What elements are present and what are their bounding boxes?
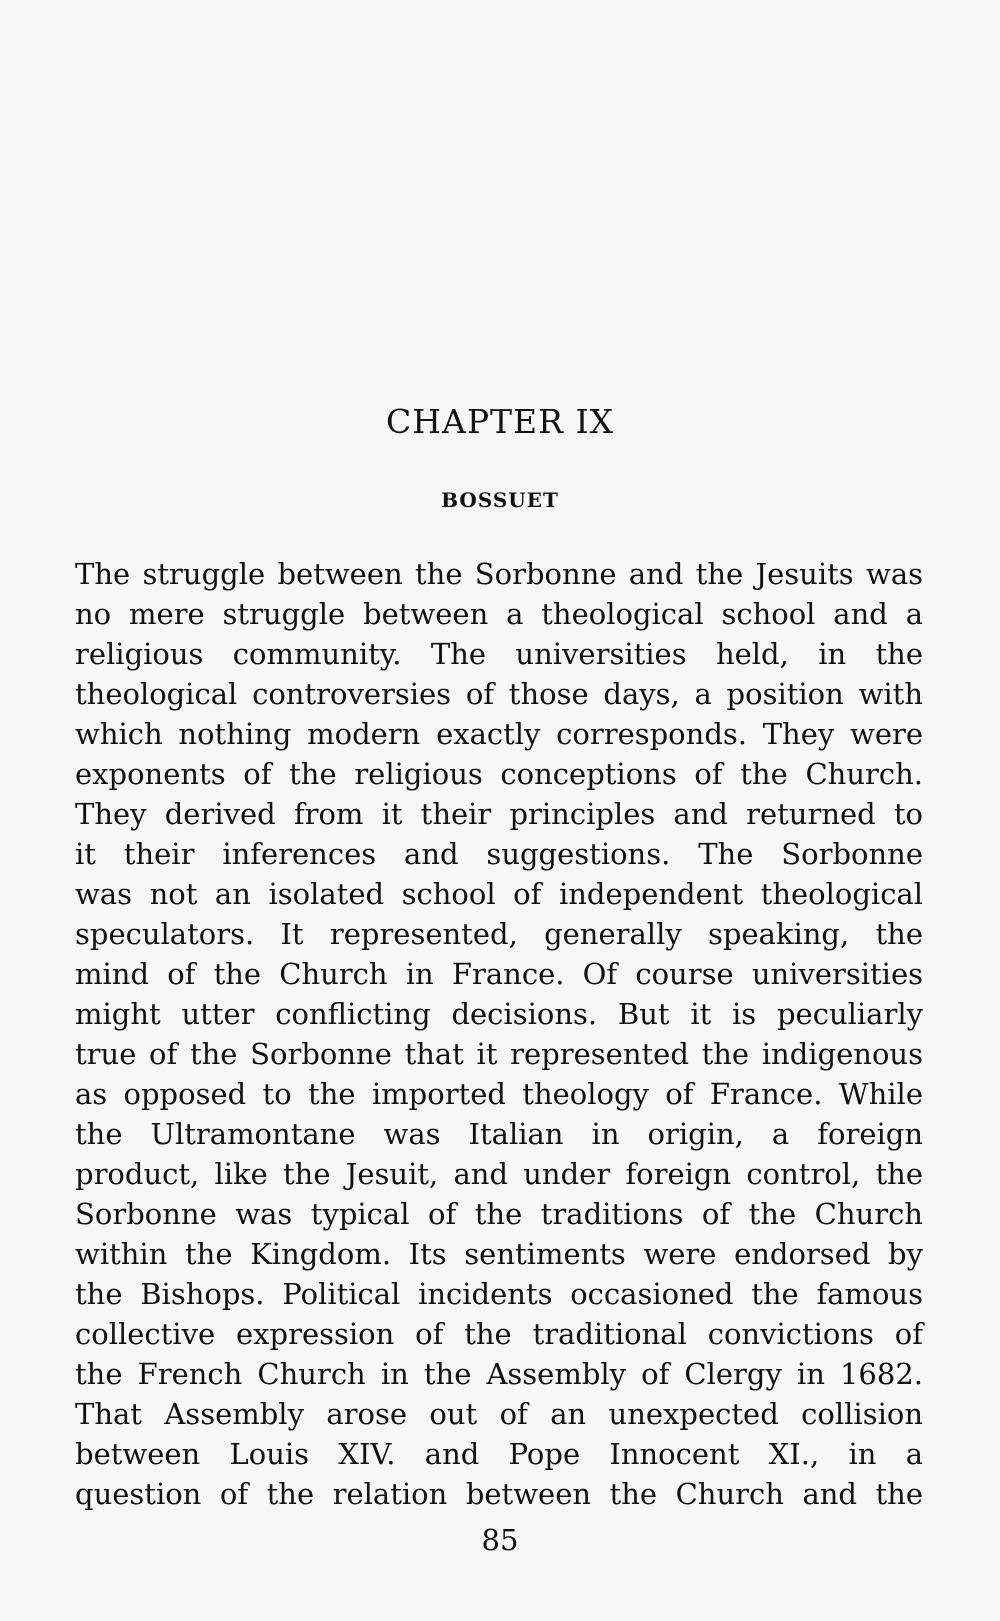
chapter-title: CHAPTER IX: [385, 402, 615, 441]
text-line: exponents of the religious conceptions of the Church.: [75, 757, 923, 791]
text-line: speculators. It represented, generally speaking, the: [75, 917, 923, 951]
text-line: no mere struggle between a theological school and a: [75, 597, 923, 631]
text-line: Sorbonne was typical of the traditions of the Church: [75, 1197, 923, 1231]
text-line: That Assembly arose out of an unexpected collision: [75, 1397, 923, 1431]
text-line: between Louis XIV. and Pope Innocent XI., in a: [75, 1437, 923, 1471]
text-line: theological controversies of those days, a position with: [75, 677, 923, 711]
text-line: They derived from it their principles and returned to: [75, 797, 923, 831]
body-paragraph: [75, 554, 923, 1514]
text-line: collective expression of the traditional convictions of: [75, 1317, 923, 1351]
text-line: product, like the Jesuit, and under foreign control, the: [75, 1157, 923, 1191]
text-line: The struggle between the Sorbonne and the Jesuits was: [75, 557, 923, 591]
text-line: was not an isolated school of independent theological: [75, 877, 923, 911]
text-line: it their inferences and suggestions. The Sorbonne: [75, 837, 923, 871]
text-line: true of the Sorbonne that it represented the indigenous: [75, 1037, 923, 1071]
text-line: which nothing modern exactly corresponds. They were: [75, 717, 923, 751]
text-line: religious community. The universities held, in the: [75, 637, 923, 671]
page-number: 85: [481, 1523, 519, 1557]
text-line: the Bishops. Political incidents occasioned the famous: [75, 1277, 923, 1311]
text-line: the Ultramontane was Italian in origin, a foreign: [75, 1117, 923, 1151]
text-line: as opposed to the imported theology of France. While: [75, 1077, 923, 1111]
text-line: the French Church in the Assembly of Clergy in 1682.: [75, 1357, 923, 1391]
text-line: within the Kingdom. Its sentiments were endorsed by: [75, 1237, 923, 1271]
chapter-subtitle: BOSSUET: [441, 488, 559, 512]
text-line: might utter conflicting decisions. But it is peculiarly: [75, 997, 923, 1031]
text-line: question of the relation between the Church and the: [75, 1477, 923, 1511]
text-line: mind of the Church in France. Of course universities: [75, 957, 923, 991]
